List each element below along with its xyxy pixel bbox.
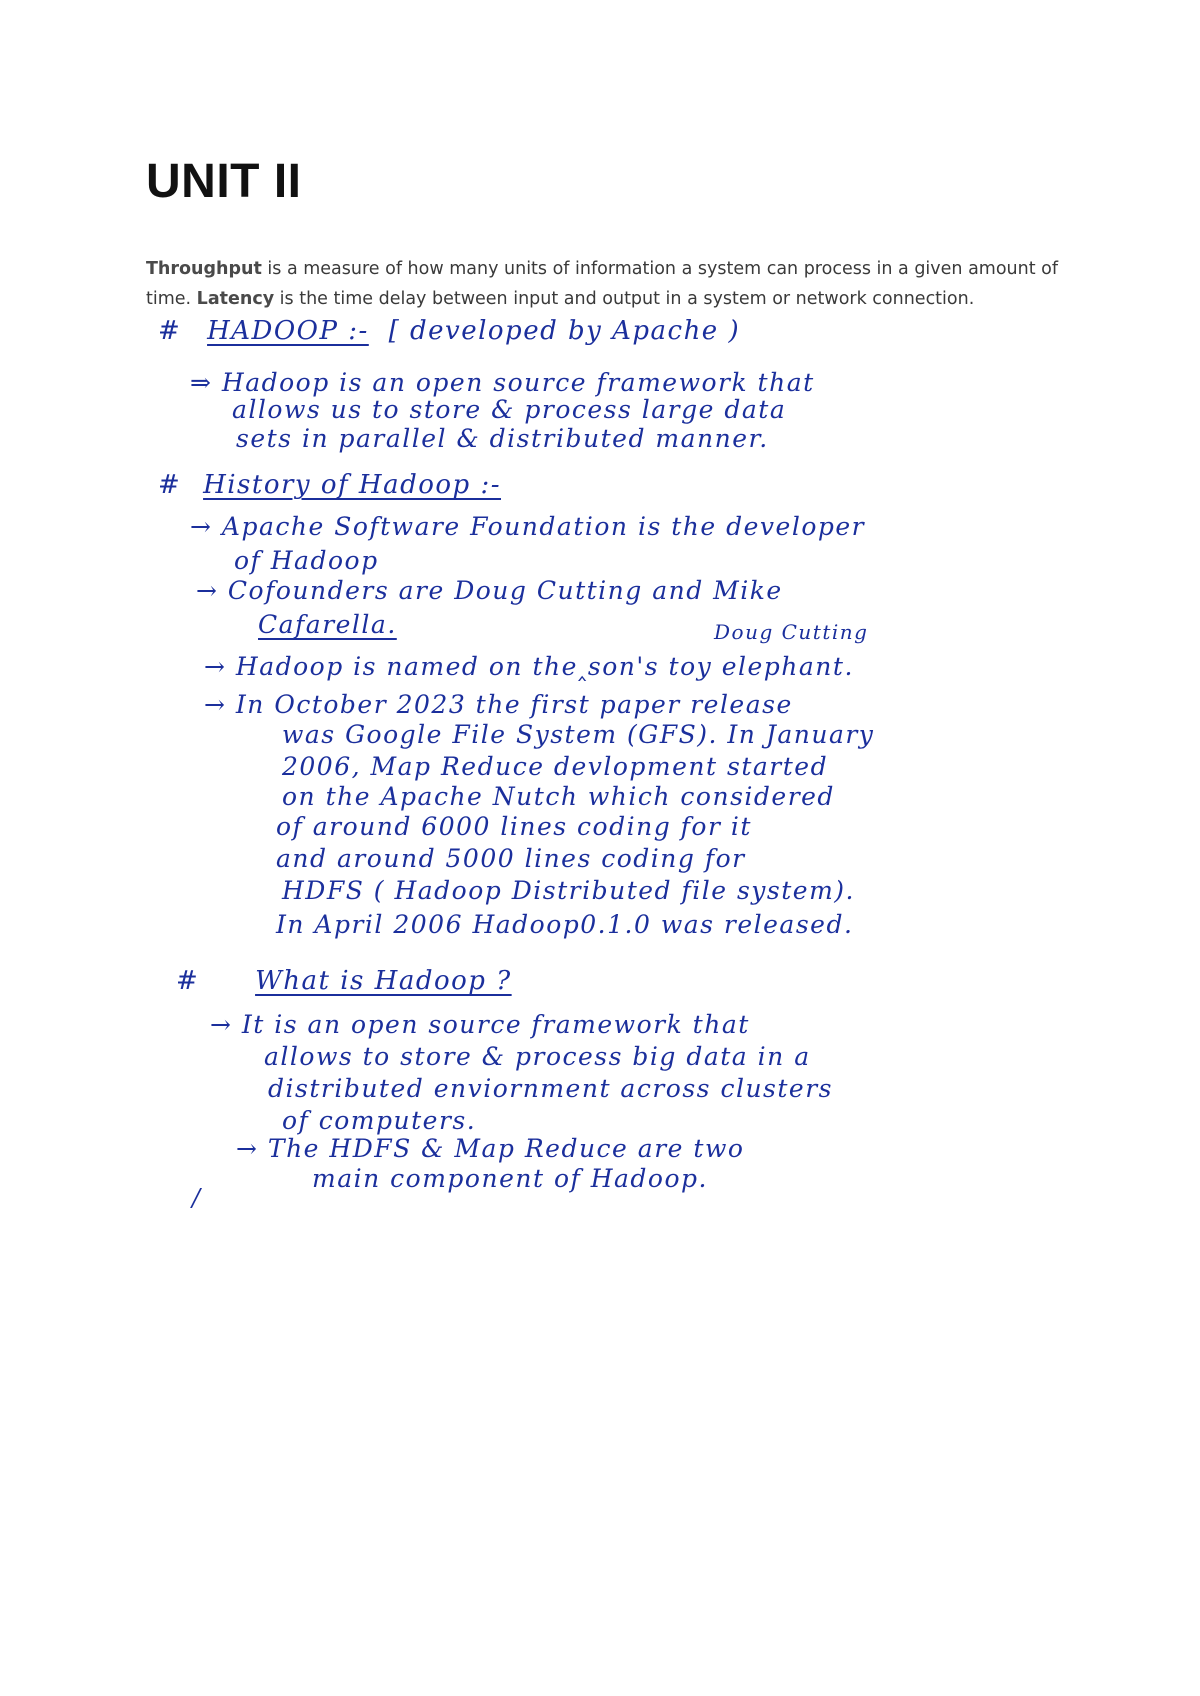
what-def-line: allows to store & process big data in a	[264, 1042, 811, 1071]
history-line: Cafarella.	[258, 610, 397, 639]
unit-title: UNIT II	[146, 155, 302, 208]
hadoop-heading	[158, 316, 740, 346]
components-line: main component of Hadoop.	[312, 1164, 708, 1193]
heading-marker: #	[158, 470, 182, 500]
hadoop-heading-note: [ developed by Apache )	[388, 316, 741, 346]
hadoop-def-line: ⇒ Hadoop is an open source framework that	[190, 368, 815, 397]
naming-insert: Doug Cutting	[714, 620, 869, 644]
timeline-line: of around 6000 lines coding for it	[276, 812, 752, 841]
history-line: → Apache Software Foundation is the developer	[190, 512, 866, 541]
components-line: → The HDFS & Map Reduce are two	[236, 1134, 745, 1163]
hadoop-def-line: sets in parallel & distributed manner.	[236, 424, 769, 453]
what-heading	[176, 966, 512, 996]
hadoop-def-line: allows us to store & process large data	[232, 395, 787, 424]
heading-marker: #	[158, 316, 182, 346]
timeline-line: and around 5000 lines coding for	[276, 844, 746, 873]
timeline-line: → In October 2023 the first paper release	[204, 690, 793, 719]
what-def-line: of computers.	[282, 1106, 477, 1135]
history-line: → Cofounders are Doug Cutting and Mike	[196, 576, 783, 605]
what-heading-title: What is Hadoop ?	[255, 966, 512, 996]
stray-pen-mark: /	[192, 1184, 201, 1212]
latency-term: Latency	[196, 288, 275, 309]
throughput-definition: is a measure of how many units of information a system can process in a given amount of time.	[146, 258, 1059, 309]
hadoop-heading-title: HADOOP :-	[207, 316, 369, 346]
history-heading	[158, 470, 501, 500]
timeline-line: In April 2006 Hadoop0.1.0 was released.	[276, 910, 854, 939]
what-def-line: distributed enviornment across clusters	[268, 1074, 833, 1103]
what-def-line: → It is an open source framework that	[210, 1010, 750, 1039]
heading-marker: #	[176, 966, 200, 996]
timeline-line: HDFS ( Hadoop Distributed file system).	[282, 876, 856, 905]
timeline-line: was Google File System (GFS). In January	[282, 720, 875, 749]
timeline-line: 2006, Map Reduce devlopment started	[282, 752, 829, 781]
latency-definition: is the time delay between input and output in a system or network connection.	[274, 288, 975, 309]
naming-line: → Hadoop is named on the‸son's toy elephant.	[204, 652, 854, 681]
history-heading-title: History of Hadoop :-	[203, 470, 501, 500]
timeline-line: on the Apache Nutch which considered	[282, 782, 835, 811]
throughput-term: Throughput	[146, 258, 262, 279]
history-line: of Hadoop	[234, 546, 379, 575]
